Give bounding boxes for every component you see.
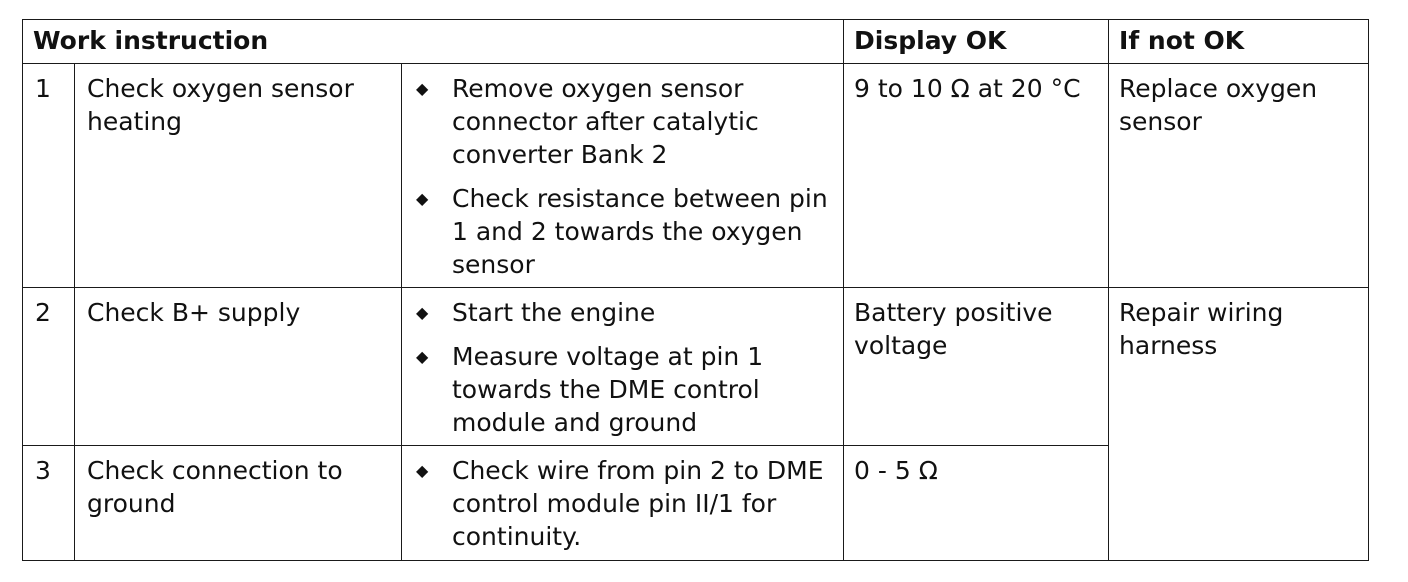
display-ok-value: 9 to 10 Ω at 20 °C xyxy=(844,64,1109,288)
step-number: 1 xyxy=(23,64,75,288)
action-text: Start the engine xyxy=(452,298,656,327)
step-actions xyxy=(402,64,844,288)
step-description: Check connection to ground xyxy=(75,446,402,561)
step-number: 2 xyxy=(23,288,75,446)
step-actions xyxy=(402,446,844,561)
action-text: Check resistance between pin 1 and 2 towards the oxygen sensor xyxy=(452,184,828,279)
if-not-ok-value: Repair wiring harness xyxy=(1109,288,1369,561)
diamond-bullet-icon: ◆ xyxy=(416,461,429,480)
list-item xyxy=(416,340,835,439)
diamond-bullet-icon: ◆ xyxy=(416,347,429,366)
action-text: Measure voltage at pin 1 towards the DME control module and ground xyxy=(452,342,764,437)
action-list xyxy=(416,296,835,439)
action-text: Check wire from pin 2 to DME control module pin II/1 for continuity. xyxy=(452,456,824,551)
diamond-bullet-icon: ◆ xyxy=(416,79,429,98)
header-work-instruction: Work instruction xyxy=(23,20,844,64)
display-ok-value: Battery positive voltage xyxy=(844,288,1109,446)
work-instruction-table xyxy=(22,19,1369,561)
header-display-ok: Display OK xyxy=(844,20,1109,64)
table-row xyxy=(23,288,1369,446)
display-ok-value: 0 - 5 Ω xyxy=(844,446,1109,561)
list-item xyxy=(416,454,835,553)
step-number: 3 xyxy=(23,446,75,561)
diamond-bullet-icon: ◆ xyxy=(416,189,429,208)
if-not-ok-value: Replace oxygen sensor xyxy=(1109,64,1369,288)
action-list xyxy=(416,72,835,281)
step-description: Check B+ supply xyxy=(75,288,402,446)
table-row xyxy=(23,64,1369,288)
list-item xyxy=(416,72,835,171)
action-list xyxy=(416,454,835,553)
diamond-bullet-icon: ◆ xyxy=(416,303,429,322)
list-item xyxy=(416,296,835,329)
table-header-row xyxy=(23,20,1369,64)
step-actions xyxy=(402,288,844,446)
step-description: Check oxygen sensor heating xyxy=(75,64,402,288)
header-if-not-ok: If not OK xyxy=(1109,20,1369,64)
action-text: Remove oxygen sensor connector after catalytic converter Bank 2 xyxy=(452,74,759,169)
list-item xyxy=(416,182,835,281)
